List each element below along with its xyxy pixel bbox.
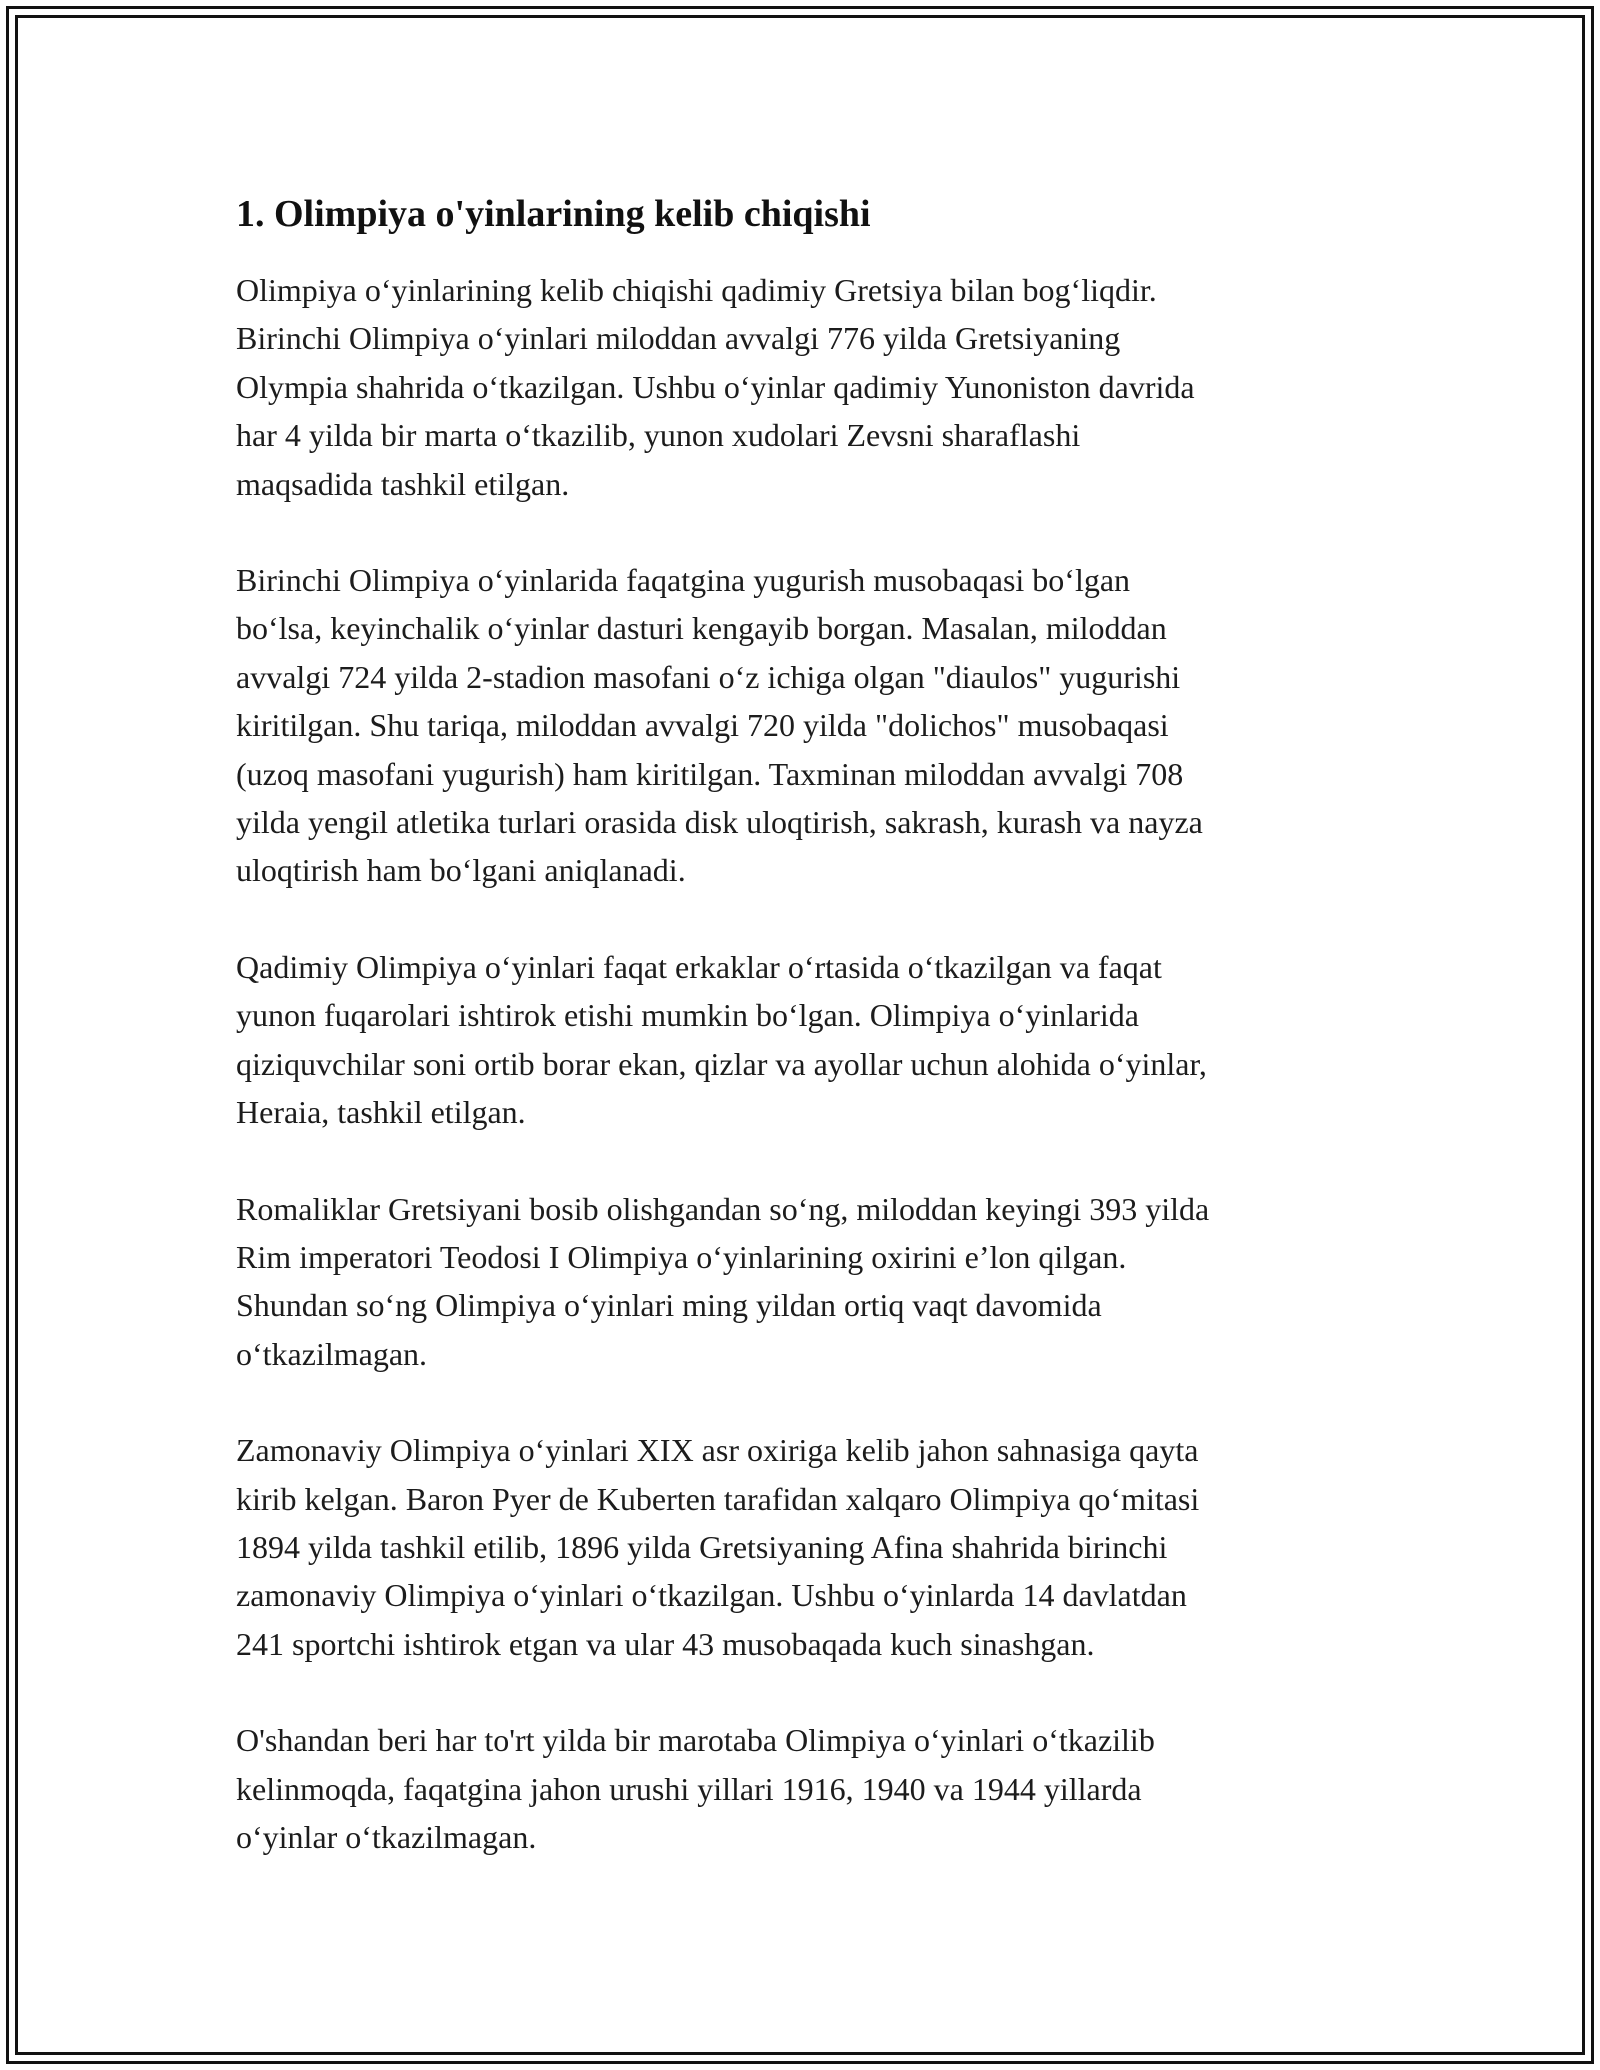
paragraph-origin: Olimpiya o‘yinlarining kelib chiqishi qadimiy Gretsiya bilan bog‘liqdir. Birinchi Olimpiya o‘yinlari miloddan avvalgi 776 yilda Gretsiyaning Olympia shahrida o‘tkazilgan. Ushbu o‘yinlar qadimiy Yunoniston davrida har 4 yilda bir marta o‘tkazilib, yunon xudolari Zevsni sharaflashi maqsadida tashkil etilgan. <box>236 272 1195 502</box>
paragraph-since: O'shandan beri har to'rt yilda bir marotaba Olimpiya o‘yinlari o‘tkazilib kelinmoqda, faqatgina jahon urushi yillari 1916, 1940 va 1944 yillarda o‘yinlar o‘tkazilmagan. <box>236 1722 1155 1855</box>
paragraph-participants: Qadimiy Olimpiya o‘yinlari faqat erkaklar o‘rtasida o‘tkazilgan va faqat yunon fuqarolari ishtirok etishi mumkin bo‘lgan. Olimpiya o‘yinlarida qiziquvchilar soni ortib borar ekan, qizlar va ayollar uchun alohida o‘yinlar, Heraia, tashkil etilgan. <box>236 948 1207 1131</box>
paragraph-events: Birinchi Olimpiya o‘yinlarida faqatgina yugurish musobaqasi bo‘lgan bo‘lsa, keyinchalik o‘yinlar dasturi kengayib borgan. Masalan, miloddan avvalgi 724 yilda 2-stadion masofani o‘z ichiga olgan "diaulos" yugurishi kiritilgan. Shu tariqa, miloddan avvalgi 720 yilda "dolichos" musobaqasi (uzoq masofani yugurish) ham kiritilgan. Taxminan miloddan avvalgi 708 yilda yengil atletika turlari orasida disk uloqtirish, sakrash, kurash va nayza uloqtirish ham bo‘lgani aniqlanadi. <box>236 562 1203 889</box>
paragraph-modern: Zamonaviy Olimpiya o‘yinlari XIX asr oxiriga kelib jahon sahnasiga qayta kirib kelgan. Baron Pyer de Kuberten tarafidan xalqaro Olimpiya qo‘mitasi 1894 yilda tashkil etilib, 1896 yilda Gretsiyaning Afina shahrida birinchi zamonaviy Olimpiya o‘yinlari o‘tkazilgan. Ushbu o‘yinlarda 14 davlatdan 241 sportchi ishtirok etgan va ular 43 musobaqada kuch sinashgan. <box>236 1432 1200 1662</box>
paragraph-end: Romaliklar Gretsiyani bosib olishgandan so‘ng, miloddan keyingi 393 yilda Rim imperatori Teodosi I Olimpiya o‘yinlarining oxirini e’lon qilgan. Shundan so‘ng Olimpiya o‘yinlari ming yildan ortiq vaqt davomida o‘tkazilmagan. <box>236 1190 1210 1372</box>
document-page <box>236 190 1356 1909</box>
page-title: 1. Olimpiya o'yinlarining kelib chiqishi <box>236 193 871 235</box>
